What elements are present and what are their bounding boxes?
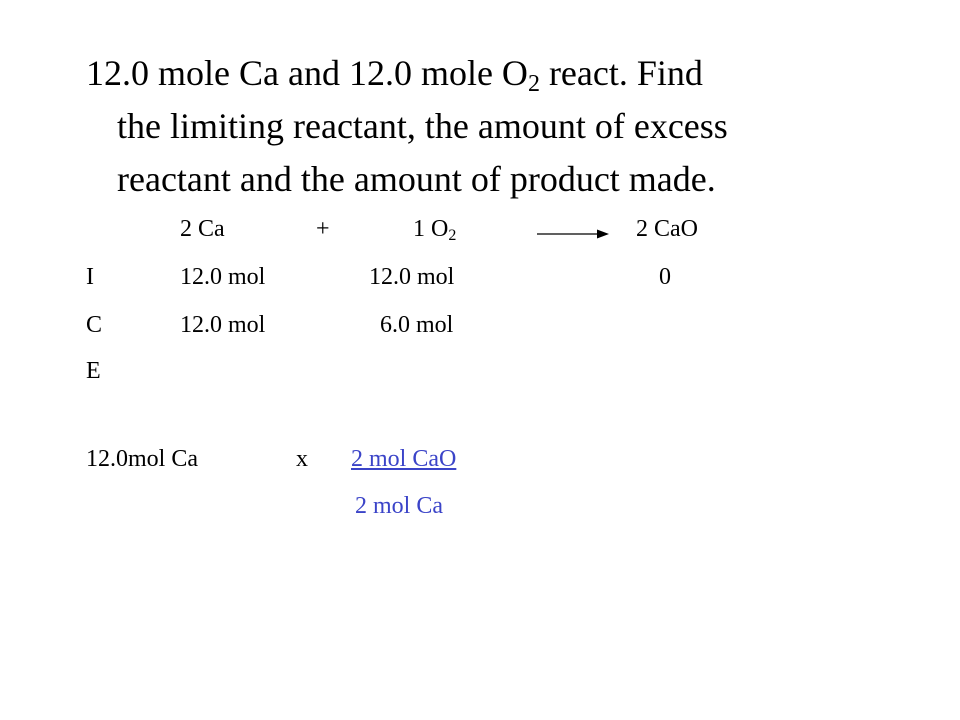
equation-reactant-2 [413, 215, 456, 243]
ice-row-label-end: E [86, 358, 101, 384]
ice-change-o2: 6.0 mol [380, 312, 454, 338]
problem-statement-line-1-b: react. Find [539, 53, 703, 93]
reaction-arrow-icon [537, 228, 609, 240]
conversion-denominator: 2 mol Ca [355, 493, 443, 519]
ice-initial-cao: 0 [659, 264, 671, 290]
equation-reactant-1: 2 Ca [180, 216, 225, 242]
oxygen-subscript: 2 [527, 71, 540, 97]
ice-initial-ca: 12.0 mol [180, 264, 266, 290]
ice-row-label-change: C [86, 312, 103, 338]
conversion-numerator: 2 mol CaO [351, 446, 457, 472]
problem-statement-line-2: the limiting reactant, the amount of excess [117, 106, 728, 146]
conversion-given: 12.0mol Ca [86, 446, 198, 472]
ice-change-ca: 12.0 mol [180, 312, 266, 338]
equation-oxygen-subscript: 2 [448, 227, 457, 244]
ice-initial-o2: 12.0 mol [369, 264, 455, 290]
ice-row-label-initial: I [86, 264, 94, 290]
equation-plus: + [316, 216, 330, 242]
problem-statement-line-1-a: 12.0 mole Ca and 12.0 mole O [86, 53, 528, 93]
equation-product: 2 CaO [636, 216, 698, 242]
conversion-times: x [296, 446, 308, 472]
equation-reactant-2-a: 1 O [413, 216, 449, 242]
problem-statement-line-1 [86, 51, 703, 95]
problem-statement-line-3: reactant and the amount of product made. [117, 159, 716, 199]
